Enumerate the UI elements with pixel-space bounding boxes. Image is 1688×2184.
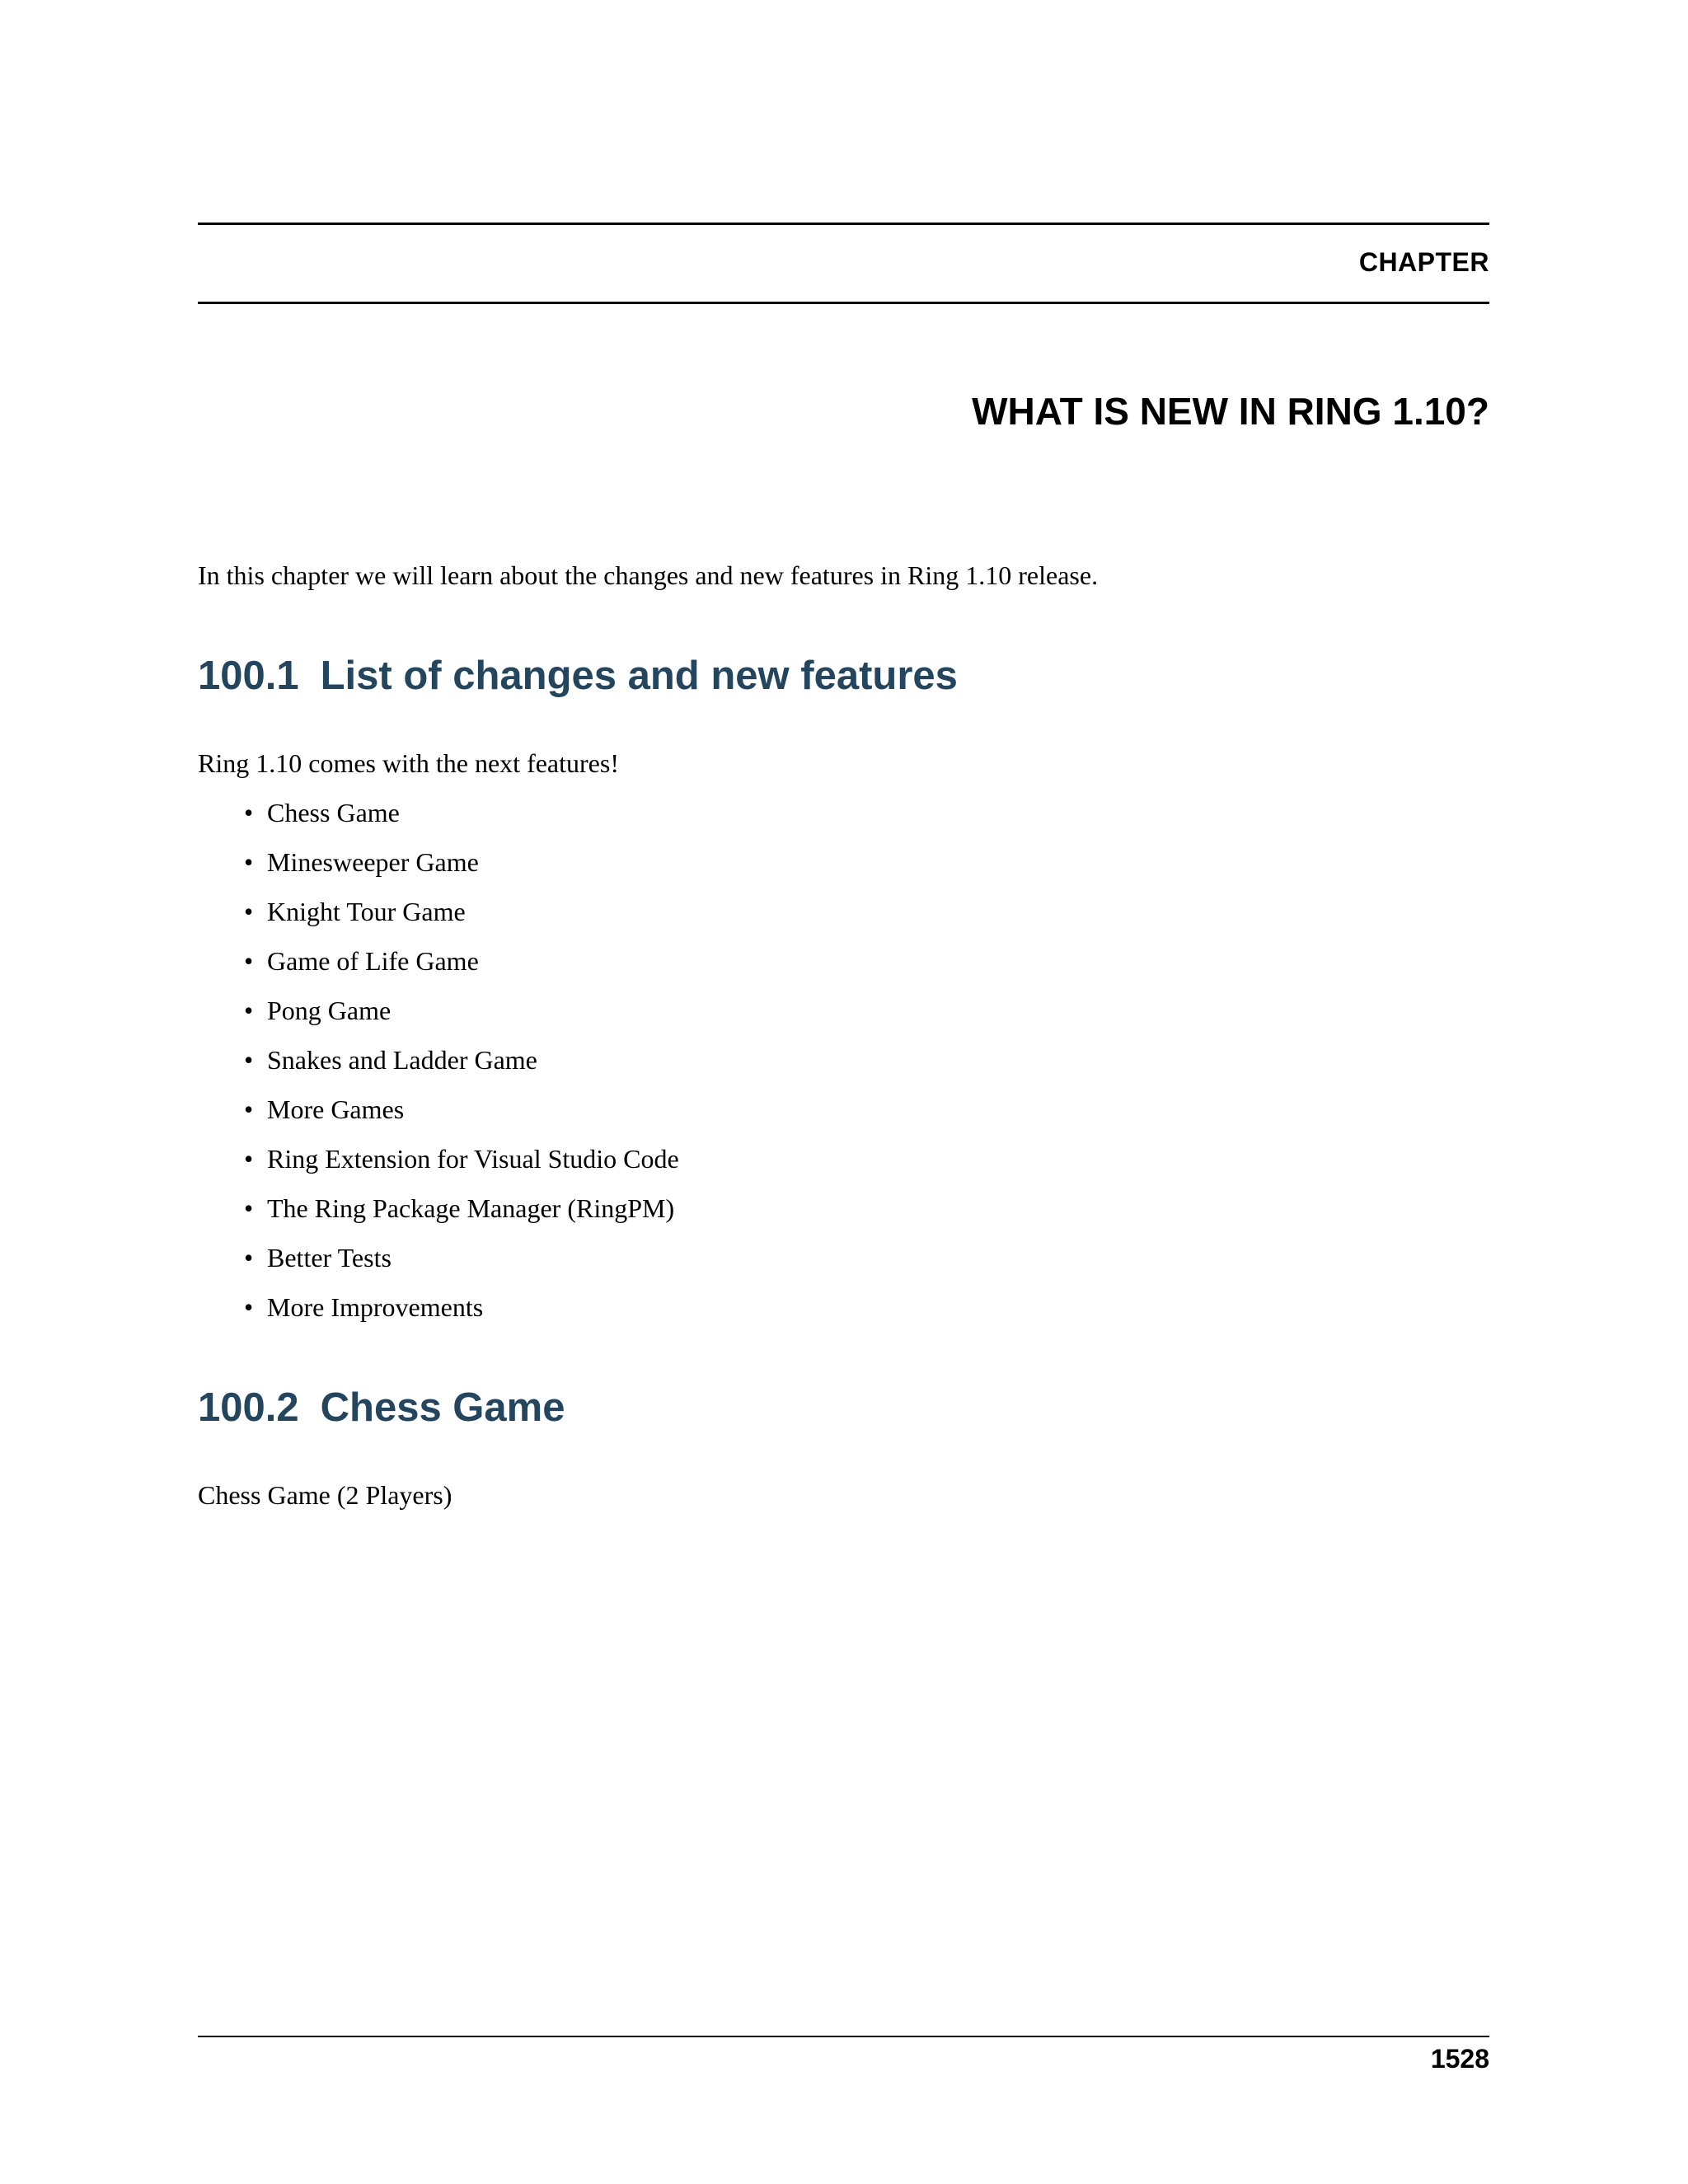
list-item: [0, 1093, 1688, 1142]
list-item: [0, 944, 1688, 994]
list-item: [0, 994, 1688, 1043]
list-item: [0, 1142, 1688, 1192]
bullet-icon: •: [244, 847, 254, 877]
section-title: List of changes and new features: [320, 654, 958, 698]
bullet-icon: •: [244, 897, 254, 926]
list-item-label: Better Tests: [267, 1243, 392, 1272]
list-item-label: More Improvements: [267, 1292, 484, 1322]
list-item: [0, 846, 1688, 895]
page-number: 1528: [1430, 2044, 1489, 2074]
list-item: [0, 1192, 1688, 1241]
list-item-label: Game of Life Game: [267, 946, 479, 976]
bullet-icon: •: [244, 946, 254, 976]
section-lead-paragraph: Ring 1.10 comes with the next features!: [198, 748, 619, 778]
list-item: [0, 1291, 1688, 1340]
chapter-label: CHAPTER: [1358, 247, 1489, 277]
footer-rule: [198, 2036, 1489, 2037]
bullet-icon: •: [244, 1292, 254, 1322]
list-item: [0, 796, 1688, 846]
list-item-label: The Ring Package Manager (RingPM): [267, 1193, 675, 1223]
bullet-icon: •: [244, 1045, 254, 1075]
section-number: 100.2: [198, 1385, 299, 1430]
bullet-icon: •: [244, 1243, 254, 1272]
section-lead-paragraph: Chess Game (2 Players): [198, 1480, 452, 1510]
chapter-bottom-rule: [198, 302, 1489, 304]
list-item-label: Minesweeper Game: [267, 847, 479, 877]
list-item-label: Chess Game: [267, 798, 400, 827]
list-item-label: More Games: [267, 1094, 405, 1124]
bullet-icon: •: [244, 1094, 254, 1124]
list-item-label: Snakes and Ladder Game: [267, 1045, 537, 1075]
intro-paragraph: In this chapter we will learn about the changes and new features in Ring 1.10 release.: [198, 560, 1099, 590]
bullet-icon: •: [244, 798, 254, 827]
list-item: [0, 1241, 1688, 1291]
list-item: [0, 1043, 1688, 1093]
section-heading-chess-game: [198, 1385, 565, 1431]
list-item: [0, 895, 1688, 944]
bullet-icon: •: [244, 996, 254, 1025]
section-heading-list-of-changes: [198, 653, 958, 699]
list-item-label: Pong Game: [267, 996, 392, 1025]
list-item-label: Ring Extension for Visual Studio Code: [267, 1144, 679, 1174]
feature-list: [0, 796, 1688, 1340]
bullet-icon: •: [244, 1144, 254, 1174]
section-title: Chess Game: [320, 1385, 565, 1430]
bullet-icon: •: [244, 1193, 254, 1223]
chapter-top-rule: [198, 223, 1489, 225]
chapter-title: WHAT IS NEW IN RING 1.10?: [972, 390, 1489, 433]
section-number: 100.1: [198, 654, 299, 698]
list-item-label: Knight Tour Game: [267, 897, 466, 926]
